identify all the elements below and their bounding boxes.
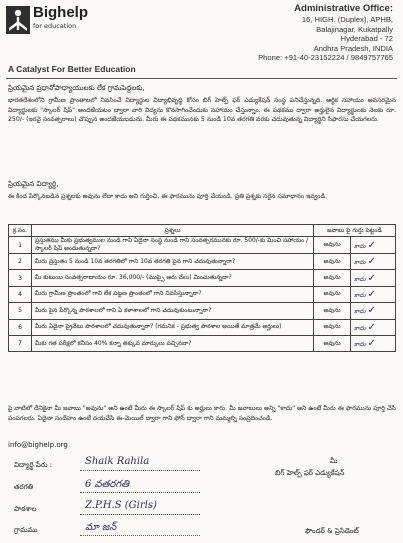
header-divider xyxy=(6,78,397,79)
yes-option[interactable]: అవును xyxy=(314,335,351,351)
table-row xyxy=(9,303,396,319)
row-number: 1 xyxy=(9,237,32,254)
row-number: 4 xyxy=(9,286,32,302)
closing-yours: మీ xyxy=(330,457,338,465)
row-number: 2 xyxy=(9,254,32,270)
table-row xyxy=(9,254,396,270)
no-label: కాదు xyxy=(354,308,366,316)
tick-mark-icon: ✓ xyxy=(367,272,376,284)
no-option[interactable] xyxy=(351,254,396,270)
bighelp-logo-icon xyxy=(6,6,30,34)
col-header-serial: క్ర.సం. xyxy=(9,225,32,237)
row-question: ప్రస్తుతము మీకు ప్రభుత్వముల నుండి గాని ఏదైనా సంస్థ నుండి గాని సంవత్సరమునకు రూ. 500/-కు మించి సహాయం / స్కాలర్ షిప్ అందుతున్నదా? xyxy=(32,237,314,254)
col-header-questions: ప్రశ్నలు xyxy=(32,225,314,237)
instruction-paragraph: ఈ కింద పేర్కొనబడిన ప్రశ్నలకు అవును లేదా కాదు అని గుర్తించి, ఈ ఫారమును పూర్తి చేయండి. ప్రతి ప్రశ్నకు సరైన సమాధానం ఇవ్వండి. xyxy=(8,193,327,200)
no-option[interactable] xyxy=(351,319,396,335)
school-label: పాఠశాల xyxy=(14,505,37,513)
row-number: 3 xyxy=(9,270,32,286)
table-row xyxy=(9,319,396,335)
table-row xyxy=(9,286,396,302)
no-option[interactable] xyxy=(351,303,396,319)
table-row xyxy=(9,237,396,254)
row-question: మీరు ప్రస్తుతం 5 నుండి 10వ తరగతిలో గాని 10వ తరగతి పైన గాని చదువుతున్నారా? xyxy=(32,254,314,270)
yes-option[interactable]: అవును xyxy=(314,237,351,254)
brand-name: Bighelp xyxy=(33,4,88,21)
student-name-label: విద్యార్థి పేరు : xyxy=(14,461,52,469)
no-label: కాదు xyxy=(354,291,366,299)
no-option[interactable] xyxy=(351,335,396,351)
office-line: 16, HIGH. (Duplex), APHB, xyxy=(301,15,393,24)
yes-option[interactable]: అవును xyxy=(314,270,351,286)
tagline: A Catalyst For Better Education xyxy=(8,64,136,74)
row-question: మీరు పైన పేర్కొన్న పాఠశాలలో గాని ఏ కళాశాలలో గాని చదువుకుంటున్నారా? xyxy=(32,303,314,319)
office-title: Administrative Office: xyxy=(294,3,393,14)
table-header-row xyxy=(9,225,396,237)
closing-founder-title: ఫౌండర్ & ప్రెసిడెంట్ xyxy=(305,527,359,535)
no-label: కాదు xyxy=(354,242,366,250)
row-question: మీరు ఏదైనా ప్రైవేటు పాఠశాలలో చదువుతున్నారా? (గమనిక - ప్రభుత్వ పాఠశాల అయితే మాత్రమే అర్హులు) xyxy=(32,319,314,335)
contact-email[interactable]: info@bighelp.org xyxy=(8,441,68,449)
yes-option[interactable]: అవును xyxy=(314,303,351,319)
row-question: మీరు గ్రామీణ ప్రాంతంలో గాని లేక పట్టణ ప్రాంతంలో గాని నివసిస్తున్నారా? xyxy=(32,286,314,302)
class-value[interactable]: 6 వతరగతి xyxy=(85,479,130,490)
col-header-answer: జవాబు పై గుర్తు పెట్టండి xyxy=(314,225,396,237)
no-label: కాదు xyxy=(354,275,366,283)
closing-paragraph: పై వాటిలో దేనికైనా మీ జవాబు "అవును" అని ఉంటే మీరు ఈ స్కాలర్ షిప్ కు అర్హులు కారు. మీ జవాబులు అన్ని "కాదు" అని ఉంటే మీరు ఈ ఫారమును పూర్తి చేసి పంపగలరు. ఏదైనా సందేహం ఉంటే దయచేసి ఈ-మెయిల్ ద్వారా గాని ఫోన్ ద్వారా గాని మమ్మల్ని సంప్రదించండి. xyxy=(8,405,396,422)
tick-mark-icon: ✓ xyxy=(367,321,376,333)
student-salutation: ప్రియమైన విద్యార్థి, xyxy=(8,180,59,188)
greeting: ప్రియమైన ప్రధానోపాధ్యాయులకు లేక గ్రామపెద్దలకు, xyxy=(8,84,145,92)
no-label: కాదు xyxy=(354,341,366,349)
village-value[interactable]: మా జన్ xyxy=(85,522,117,533)
class-line xyxy=(80,492,200,493)
yes-option[interactable]: అవును xyxy=(314,319,351,335)
village-label: గ్రామము xyxy=(14,526,38,534)
row-question: మీకు గత పరీక్షలో కనీసం 40% కన్నా తక్కువ మార్కులు వచ్చినవా? xyxy=(32,335,314,351)
tick-mark-icon: ✓ xyxy=(367,338,376,350)
office-address xyxy=(203,3,393,63)
row-number: 7 xyxy=(9,335,32,351)
closing-org-name: బిగ్ హెల్ప్ ఫర్ ఎడ్యుకేషన్ xyxy=(275,469,345,477)
office-phone: Phone: +91-40-23152224 / 9849757765 xyxy=(258,53,393,62)
class-label: తరగతి xyxy=(14,483,34,491)
eligibility-table xyxy=(8,224,396,352)
no-label: కాదు xyxy=(354,259,366,267)
table-row xyxy=(9,270,396,286)
tick-mark-icon: ✓ xyxy=(367,288,376,300)
tick-mark-icon: ✓ xyxy=(367,239,376,251)
office-line: Balajinagar, Kukatpally xyxy=(316,24,393,34)
row-question: మీ కుటుంబ సంవత్సరాదాయం రూ. 36,000/- (ముప్పై ఆరు వేలు) మించుతున్నదా? xyxy=(32,270,314,286)
no-option[interactable] xyxy=(351,270,396,286)
row-number: 6 xyxy=(9,319,32,335)
brand-subtitle: for education xyxy=(33,22,77,30)
row-number: 5 xyxy=(9,303,32,319)
village-line xyxy=(80,535,200,536)
yes-option[interactable]: అవును xyxy=(314,254,351,270)
no-option[interactable] xyxy=(351,237,396,254)
table-row xyxy=(9,335,396,351)
school-line xyxy=(80,514,200,515)
tick-mark-icon: ✓ xyxy=(367,256,376,268)
intro-paragraph: భారతదేశంలోని గ్రామీణ ప్రాంతాలలో నివసించే విద్యార్థుల విద్యాభివృద్ధి కోసం బిగ్ హెల్ప్ ఫర్ ఎడ్యుకేషన్ సంస్థ పనిచేస్తున్నది. ఆర్థిక సహాయం అవసరమైన విద్యార్థులకు "స్కాలర్ షిప్" అందజేయటం ద్వారా వారి విద్యను కొనసాగించేందుకు సహాయం చేస్తున్నాం. ఈ పథకము ద్వారా అర్హులైన విద్యార్థులకు నెలకు రూ. 250/- (ఇరవై సంవత్సరాలు) చొప్పున అందజేయబడును. మీరు ఈ పథకమునకు 5 నుండి 10వ తరగతి వరకు చదువుతున్న విద్యార్థిని సిఫారసు చేయగలరు. xyxy=(8,97,396,124)
yes-option[interactable]: అవును xyxy=(314,286,351,302)
tick-mark-icon: ✓ xyxy=(367,305,376,317)
office-line: Andhra Pradesh, INDIA xyxy=(313,43,393,53)
student-name-line xyxy=(80,470,200,471)
student-name-value[interactable]: Shaik Rahila xyxy=(85,456,150,467)
no-option[interactable] xyxy=(351,286,396,302)
office-line: Hyderabad - 72 xyxy=(340,34,393,43)
no-label: కాదు xyxy=(354,324,366,332)
school-value[interactable]: Z.P.H.S (Girls) xyxy=(85,500,157,511)
